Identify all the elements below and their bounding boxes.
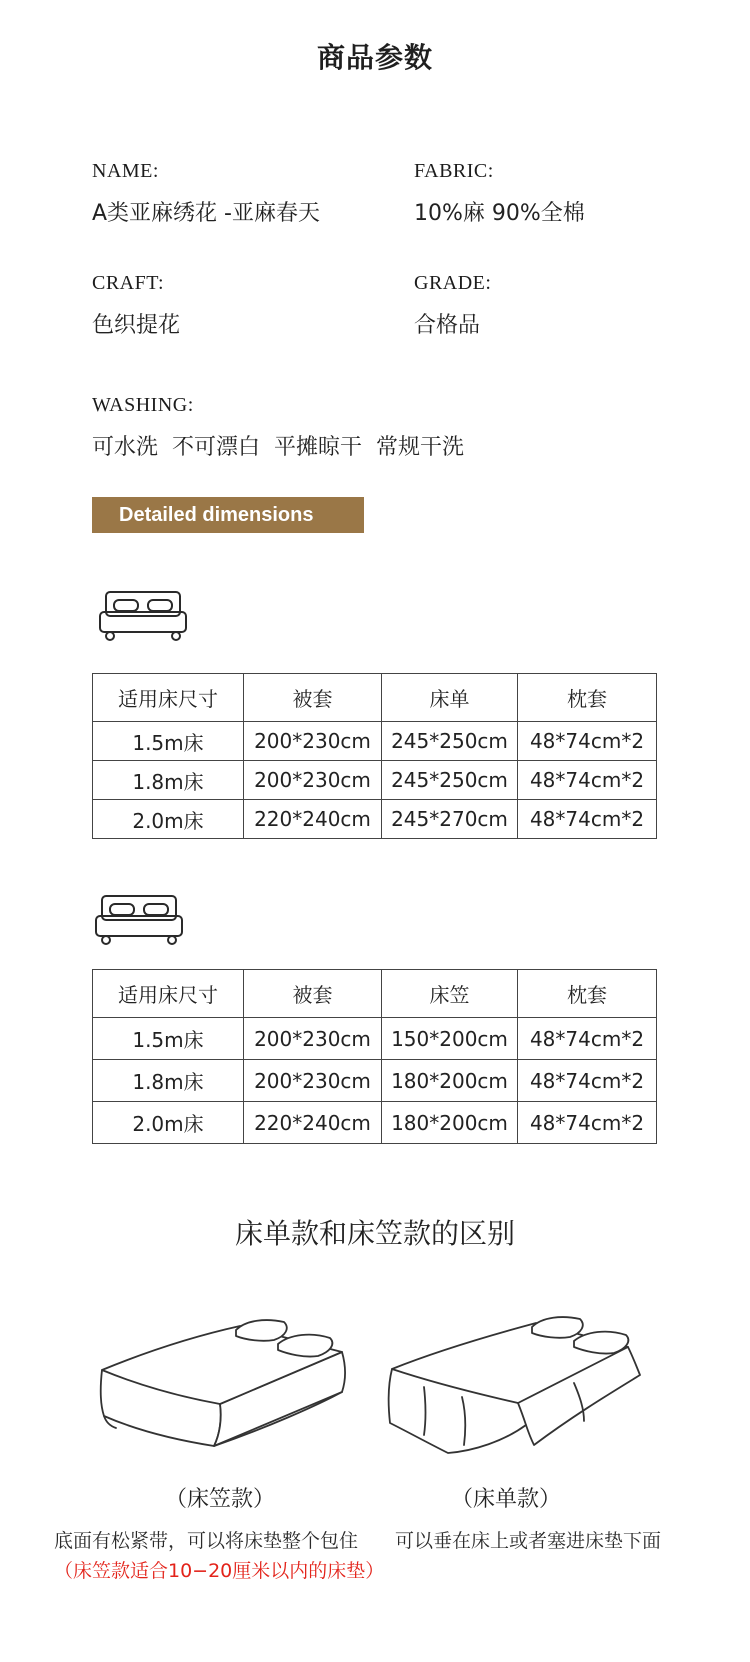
washing-value: 可水洗 不可漂白 平摊晾干 常规干洗 [92,435,464,460]
flat-sheet-bed-illustration [384,1305,646,1455]
table-header-cell: 枕套 [518,674,657,722]
table-cell: 220*240cm [244,1102,382,1144]
table-cell: 48*74cm*2 [518,761,657,800]
table-cell: 200*230cm [244,1060,382,1102]
bed-icon [94,894,184,946]
table-header-row [93,674,657,722]
difference-title: 床单款和床笠款的区别 [234,1217,515,1250]
grade-label: GRADE: [414,272,492,294]
craft-label: CRAFT: [92,272,165,294]
table-cell: 220*240cm [244,800,382,839]
table-cell: 48*74cm*2 [518,1102,657,1144]
table-row [93,761,657,800]
table-header-cell: 床笠 [382,970,518,1018]
table-cell: 48*74cm*2 [518,722,657,761]
fitted-sheet-bed-illustration [96,1308,350,1448]
table-cell: 48*74cm*2 [518,1060,657,1102]
table-cell: 245*270cm [382,800,518,839]
table-cell: 180*200cm [382,1102,518,1144]
table-cell: 150*200cm [382,1018,518,1060]
detailed-dimensions-badge: Detailed dimensions [92,497,364,533]
name-value: A类亚麻绣花 -亚麻春天 [92,201,320,226]
fabric-label: FABRIC: [414,160,494,182]
sheet-caption: （床单款） [450,1487,561,1512]
grade-value: 合格品 [414,313,481,338]
name-label: NAME: [92,160,159,182]
table-header-cell: 被套 [244,674,382,722]
page-title: 商品参数 [316,41,433,74]
craft-value: 色织提花 [92,313,181,338]
fitted-note: （床笠款适合10−20厘米以内的床垫） [54,1560,385,1582]
table-row [93,800,657,839]
table-header-cell: 床单 [382,674,518,722]
bed-icon [98,590,188,642]
table-cell: 245*250cm [382,761,518,800]
fitted-description: 底面有松紧带，可以将床垫整个包住 [54,1530,359,1552]
table-row [93,1018,657,1060]
table-header-row [93,970,657,1018]
washing-label: WASHING: [92,394,194,416]
table-cell: 200*230cm [244,761,382,800]
table-cell: 180*200cm [382,1060,518,1102]
table-header-cell: 枕套 [518,970,657,1018]
table-header-cell: 适用床尺寸 [93,674,244,722]
table-cell: 1.5m床 [93,1018,244,1060]
fitted-caption: （床笠款） [164,1487,275,1512]
table-header-cell: 被套 [244,970,382,1018]
fabric-value: 10%麻 90%全棉 [414,201,585,226]
table-row [93,1060,657,1102]
table-cell: 48*74cm*2 [518,1018,657,1060]
table-cell: 1.8m床 [93,761,244,800]
table-cell: 245*250cm [382,722,518,761]
table-cell: 1.8m床 [93,1060,244,1102]
table-cell: 200*230cm [244,1018,382,1060]
table-cell: 1.5m床 [93,722,244,761]
sheet-size-table [92,673,657,839]
table-cell: 2.0m床 [93,800,244,839]
table-cell: 48*74cm*2 [518,800,657,839]
fitted-size-table [92,969,657,1144]
table-cell: 200*230cm [244,722,382,761]
sheet-description: 可以垂在床上或者塞进床垫下面 [395,1530,662,1552]
table-row [93,1102,657,1144]
table-cell: 2.0m床 [93,1102,244,1144]
table-row [93,722,657,761]
table-header-cell: 适用床尺寸 [93,970,244,1018]
